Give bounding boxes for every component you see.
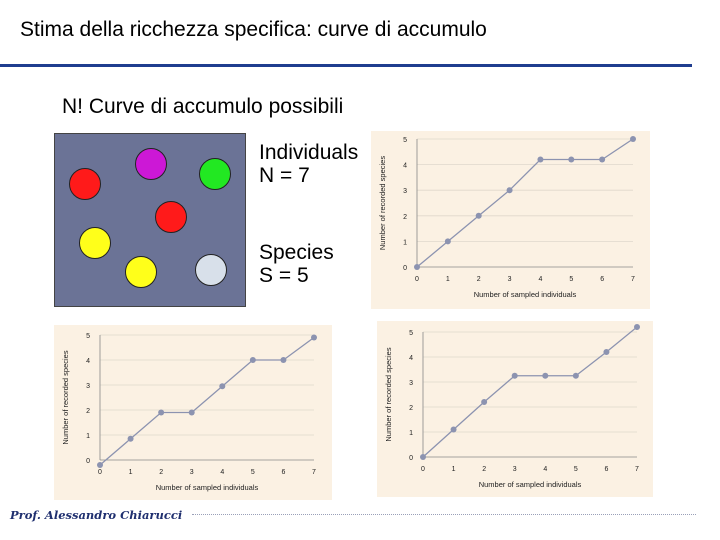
- species-stat: [259, 241, 334, 287]
- data-point: [128, 436, 134, 442]
- x-tick-label: 2: [159, 469, 164, 476]
- y-tick-label: 2: [86, 408, 90, 415]
- slide-subtitle: N! Curve di accumulo possibili: [62, 95, 344, 118]
- x-tick-label: 3: [189, 469, 194, 476]
- individual-dot: [69, 168, 101, 200]
- data-point: [507, 187, 513, 193]
- x-tick-label: 2: [476, 276, 481, 283]
- y-tick-label: 4: [403, 162, 407, 170]
- y-tick-label: 3: [403, 188, 407, 196]
- x-tick-label: 1: [128, 469, 133, 476]
- y-tick-label: 3: [86, 383, 90, 390]
- footer-divider: [192, 514, 696, 515]
- data-point: [420, 454, 426, 460]
- x-tick-label: 5: [250, 469, 255, 476]
- y-tick-label: 2: [403, 213, 407, 221]
- slide-title: Stima della ricchezza specifica: curve di accumulo: [20, 18, 487, 41]
- x-tick-label: 6: [604, 466, 609, 473]
- x-tick-label: 7: [631, 276, 635, 283]
- x-tick-label: 5: [573, 466, 578, 473]
- data-point: [603, 349, 609, 355]
- x-axis-title: Number of sampled individuals: [155, 483, 259, 492]
- data-point: [451, 427, 457, 433]
- x-axis-title: Number of sampled individuals: [478, 480, 582, 489]
- data-point: [573, 373, 579, 379]
- x-tick-label: 5: [569, 276, 574, 283]
- accumulation-chart-2: [54, 325, 332, 500]
- y-tick-label: 5: [403, 137, 407, 144]
- species-label: Species: [259, 241, 334, 264]
- y-axis-title: Number of recorded species: [378, 155, 387, 251]
- footer-author: Prof. Alessandro Chiarucci: [10, 508, 183, 522]
- y-tick-label: 3: [409, 380, 413, 387]
- data-point: [512, 373, 518, 379]
- individual-dot: [195, 254, 227, 286]
- y-tick-label: 1: [409, 430, 413, 437]
- y-axis-title: Number of recorded species: [61, 350, 70, 445]
- y-tick-label: 0: [86, 458, 90, 465]
- x-axis-title: Number of sampled individuals: [473, 290, 577, 299]
- data-point: [97, 462, 103, 468]
- data-point: [537, 156, 543, 162]
- data-point: [219, 383, 225, 389]
- y-tick-label: 0: [403, 265, 407, 272]
- y-tick-label: 2: [409, 405, 413, 412]
- data-point: [414, 264, 420, 270]
- chart-svg: [371, 131, 650, 309]
- x-tick-label: 4: [538, 276, 543, 283]
- individual-dot: [79, 227, 111, 259]
- data-point: [189, 410, 195, 416]
- y-tick-label: 4: [409, 355, 413, 362]
- x-tick-label: 0: [98, 469, 102, 476]
- x-tick-label: 6: [600, 276, 605, 283]
- x-tick-label: 4: [543, 466, 548, 473]
- data-point: [158, 410, 164, 416]
- y-tick-label: 0: [409, 455, 413, 462]
- accumulation-chart-3: [377, 321, 653, 497]
- y-tick-label: 5: [86, 333, 90, 340]
- data-point: [630, 136, 636, 142]
- chart-svg: [54, 325, 332, 500]
- x-tick-label: 3: [512, 466, 517, 473]
- species-value: S = 5: [259, 264, 309, 287]
- y-axis-title: Number of recorded species: [384, 347, 393, 442]
- series-line: [100, 338, 314, 466]
- x-tick-label: 6: [281, 469, 286, 476]
- y-tick-label: 1: [86, 433, 90, 440]
- y-tick-label: 4: [86, 358, 90, 365]
- chart-svg: [377, 321, 653, 497]
- x-tick-label: 7: [635, 466, 639, 473]
- x-tick-label: 0: [415, 276, 419, 283]
- individual-dot: [135, 148, 167, 180]
- data-point: [476, 213, 482, 219]
- title-divider: [0, 64, 692, 67]
- data-point: [445, 238, 451, 244]
- data-point: [599, 156, 605, 162]
- individual-dot: [125, 256, 157, 288]
- data-point: [481, 399, 487, 405]
- individuals-value: N = 7: [259, 164, 310, 187]
- data-point: [542, 373, 548, 379]
- series-line: [423, 327, 637, 457]
- y-tick-label: 1: [403, 239, 407, 247]
- accumulation-chart-1: [371, 131, 650, 309]
- individual-dot: [155, 201, 187, 233]
- individuals-stat: [259, 141, 358, 187]
- data-point: [250, 357, 256, 363]
- data-point: [280, 357, 286, 363]
- individual-dot: [199, 158, 231, 190]
- sample-box: [54, 133, 246, 307]
- data-point: [311, 335, 317, 341]
- x-tick-label: 0: [421, 466, 425, 473]
- data-point: [634, 324, 640, 330]
- x-tick-label: 2: [482, 466, 487, 473]
- x-tick-label: 1: [451, 466, 456, 473]
- data-point: [568, 156, 574, 162]
- x-tick-label: 4: [220, 469, 225, 476]
- individuals-label: Individuals: [259, 141, 359, 164]
- x-tick-label: 7: [312, 469, 316, 476]
- y-tick-label: 5: [409, 330, 413, 337]
- x-tick-label: 1: [445, 276, 450, 283]
- x-tick-label: 3: [507, 276, 512, 283]
